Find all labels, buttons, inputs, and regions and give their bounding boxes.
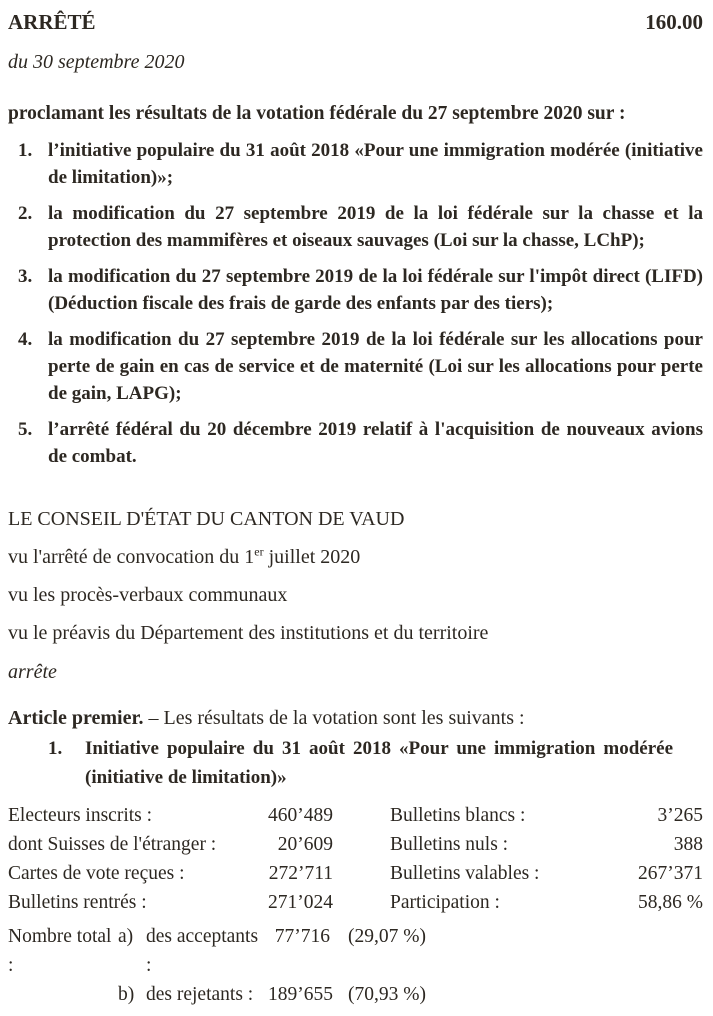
list-item [8,263,703,317]
stat-value: 58,86 % [638,892,703,913]
document-header [8,10,703,34]
list-item [8,200,703,254]
document-title: ARRÊTÉ [8,10,96,34]
stat-value: 460’489 [268,805,333,826]
list-item-number: 4. [18,329,33,350]
stat-label: Bulletins nuls : [390,834,509,855]
totals-letter: b) [118,984,135,1005]
vu-line-text: juillet 2020 [263,546,361,568]
totals-value: 189’655 [268,984,333,1005]
totals-row-label: des rejetants : [146,984,254,1005]
totals-row [8,922,703,980]
list-item-text: l’arrêté fédéral du 20 décembre 2019 relatif à l'acquisition de nouveaux avions de combat. [48,419,703,467]
subject-list [8,137,703,470]
totals-label: Nombre total : [8,926,112,976]
totals-value: 77’716 [274,926,330,947]
stat-label: Electeurs inscrits : [8,805,153,826]
column-spacer [330,922,348,980]
list-item-number: 2. [18,203,33,224]
list-item-number: 1. [18,140,33,161]
stat-label: Bulletins blancs : [390,805,526,826]
ordinal-superscript: er [254,544,264,559]
object-heading [48,734,703,792]
document-reference-number: 160.00 [645,10,703,34]
list-item-text: la modification du 27 septembre 2019 de la loi fédérale sur la chasse et la protection des mammifères et oiseaux sauvages (Loi sur la chasse, LChP); [48,203,703,251]
column-spacer [330,980,348,1009]
list-item-text: la modification du 27 septembre 2019 de la loi fédérale sur les allocations pour perte de gain en cas de service et de maternité (Loi sur les allocations pour perte de gain, LAPG); [48,329,703,404]
list-item [8,137,703,191]
stat-value: 272’711 [268,863,333,884]
article-text: – Les résultats de la votation sont les suivants : [143,707,525,729]
article-label: Article premier. [8,707,144,729]
totals-row-label: des acceptants : [146,926,259,976]
stat-label: Bulletins valables : [390,863,540,884]
stat-label: dont Suisses de l'étranger : [8,834,217,855]
list-item [8,326,703,407]
stat-value: 271’024 [268,892,333,913]
proclamation-line: proclamant les résultats de la votation fédérale du 27 septembre 2020 sur : [8,103,626,124]
list-item-number: 3. [18,266,33,287]
list-item-number: 5. [18,419,33,440]
list-item [8,416,703,470]
totals-row [8,980,703,1009]
totals-letter: a) [118,926,134,947]
arrete-word: arrête [8,661,57,683]
column-spacer [333,859,390,888]
article-paragraph [8,705,703,731]
document-date: du 30 septembre 2020 [8,51,185,73]
stat-value: 20’609 [277,834,333,855]
column-spacer [333,830,390,859]
stat-value: 267’371 [638,863,703,884]
stat-label: Participation : [390,892,500,913]
column-spacer [333,801,390,830]
stat-label: Bulletins rentrés : [8,892,147,913]
object-title: Initiative populaire du 31 août 2018 «Pour une immigration modérée (initiative de limitation)» [85,738,673,788]
totals-label-empty [8,980,118,1009]
list-item-text: l’initiative populaire du 31 août 2018 «Pour une immigration modérée (initiative de limitation)»; [48,140,703,188]
results-table [8,801,703,917]
totals-percentage: (29,07 %) [348,926,426,947]
stat-label: Cartes de vote reçues : [8,863,185,884]
totals-percentage: (70,93 %) [348,984,426,1005]
object-number: 1. [48,738,63,759]
column-spacer [333,888,390,917]
vu-line-proces-verbaux: vu les procès-verbaux communaux [8,584,288,606]
stat-value: 388 [673,834,703,855]
vu-line-text: vu l'arrêté de convocation du 1 [8,546,255,568]
stat-value: 3’265 [657,805,703,826]
list-item-text: la modification du 27 septembre 2019 de la loi fédérale sur l'impôt direct (LIFD) (Déduction fiscale des frais de garde des enfants par des tiers); [48,266,703,314]
vu-line-preavis: vu le préavis du Département des institutions et du territoire [8,622,489,644]
totals-section [8,922,703,1009]
vu-line-convocation [8,544,703,570]
council-line: LE CONSEIL D'ÉTAT DU CANTON DE VAUD [8,508,405,530]
